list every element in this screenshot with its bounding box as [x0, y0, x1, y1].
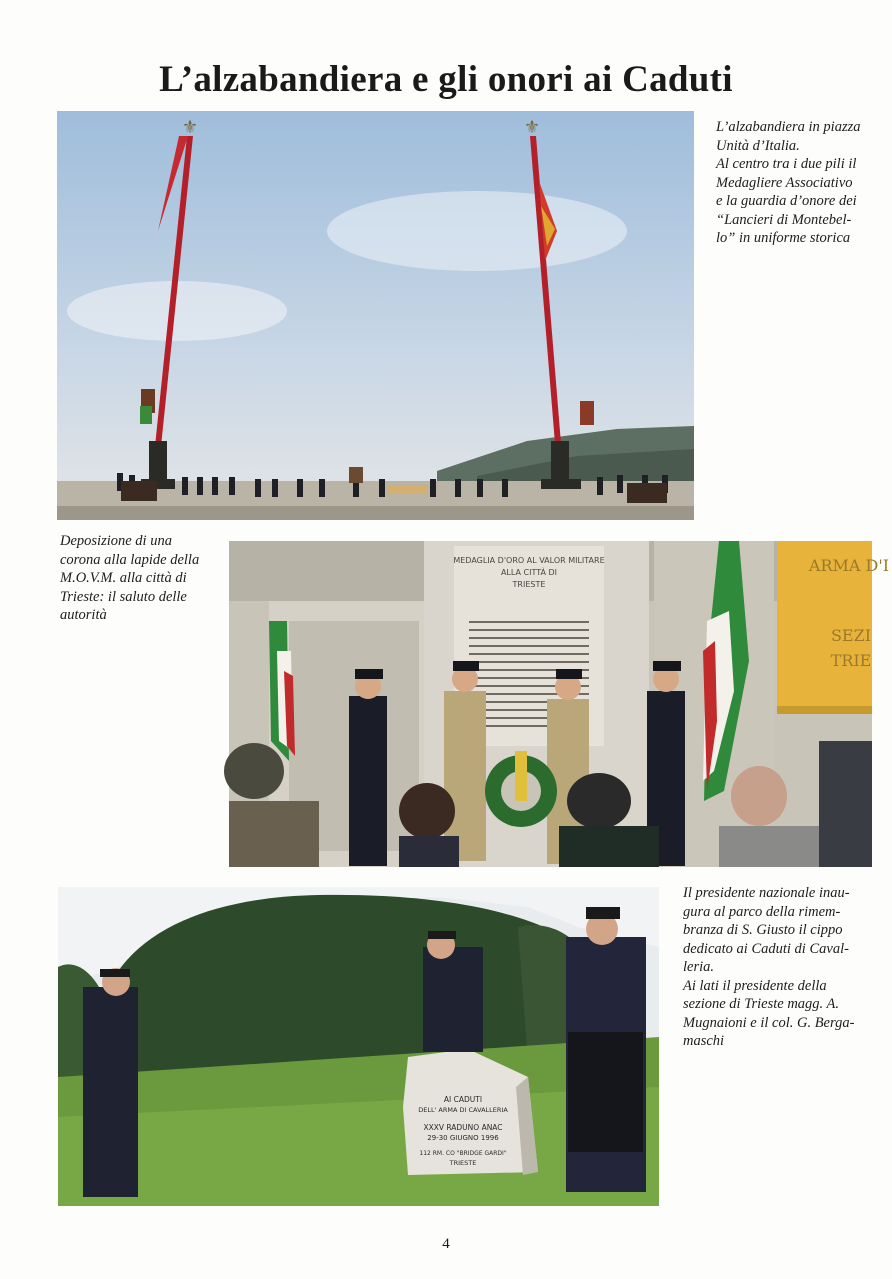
- banner-text: ARMA D'I: [808, 556, 890, 575]
- svg-text:⚜: ⚜: [523, 117, 541, 138]
- caption-line: Trieste: il saluto delle: [60, 588, 187, 605]
- wreath-laying-photo: [229, 541, 890, 867]
- stone-inscription: XXXV RADUNO ANAC: [423, 1123, 503, 1132]
- page-number: 4: [442, 1236, 450, 1252]
- caption-line: corona alla lapide della: [60, 551, 200, 568]
- stone-inscription: DELL' ARMA DI CAVALLERIA: [418, 1106, 508, 1114]
- caption-line: leria.: [683, 959, 715, 975]
- caption-line: Mugnaioni e il col. G. Berga-: [683, 1014, 855, 1031]
- caption-line: Deposizione di una: [60, 533, 172, 549]
- caption-line: “Lancieri di Montebel-: [716, 211, 852, 228]
- caption-line: branza di S. Giusto il cippo: [683, 922, 843, 938]
- caption-line: Unità d’Italia.: [716, 137, 800, 154]
- caption-line: L’alzabandiera in piazza: [716, 119, 861, 135]
- caption-line: Il presidente nazionale inau-: [683, 885, 850, 901]
- stone-inscription: TRIESTE: [449, 1159, 477, 1167]
- stone-inscription: 29-30 GIUGNO 1996: [427, 1134, 499, 1142]
- memorial-caption: [683, 884, 878, 1051]
- caption-line: M.O.V.M. alla città di: [60, 570, 187, 586]
- stone-inscription: 112 RM. CO "BRIDGE GARDI": [419, 1150, 507, 1157]
- plaque-heading: ALLA CITTÀ DI: [500, 568, 558, 577]
- plaque-heading: MEDAGLIA D'ORO AL VALOR MILITARE: [453, 556, 605, 565]
- caption-line: Al centro tra i due pili il: [716, 156, 857, 172]
- caption-line: gura al parco della rimem-: [683, 903, 841, 920]
- plaque-heading: TRIESTE: [512, 580, 546, 589]
- banner-text: SEZI: [830, 626, 872, 645]
- wreath-caption: [60, 532, 220, 625]
- caption-line: sezione di Trieste magg. A.: [683, 996, 840, 1012]
- memorial-photo: [58, 887, 659, 1206]
- caption-line: Ai lati il presidente della: [683, 977, 827, 994]
- page-title: L’alzabandiera e gli onori ai Caduti: [159, 59, 733, 100]
- caption-line: e la guardia d’onore dei: [716, 193, 857, 209]
- caption-line: dedicato ai Caduti di Caval-: [683, 940, 849, 957]
- stone-inscription: AI CADUTI: [443, 1095, 483, 1104]
- flag-raising-caption: [716, 118, 886, 248]
- caption-line: lo” in uniforme storica: [716, 230, 851, 246]
- flag-raising-photo: [57, 111, 694, 520]
- svg-text:⚜: ⚜: [181, 117, 199, 138]
- caption-line: maschi: [683, 1033, 725, 1049]
- caption-line: autorità: [60, 607, 107, 623]
- banner-text: TRIE: [830, 651, 872, 670]
- caption-line: Medagliere Associativo: [716, 174, 853, 191]
